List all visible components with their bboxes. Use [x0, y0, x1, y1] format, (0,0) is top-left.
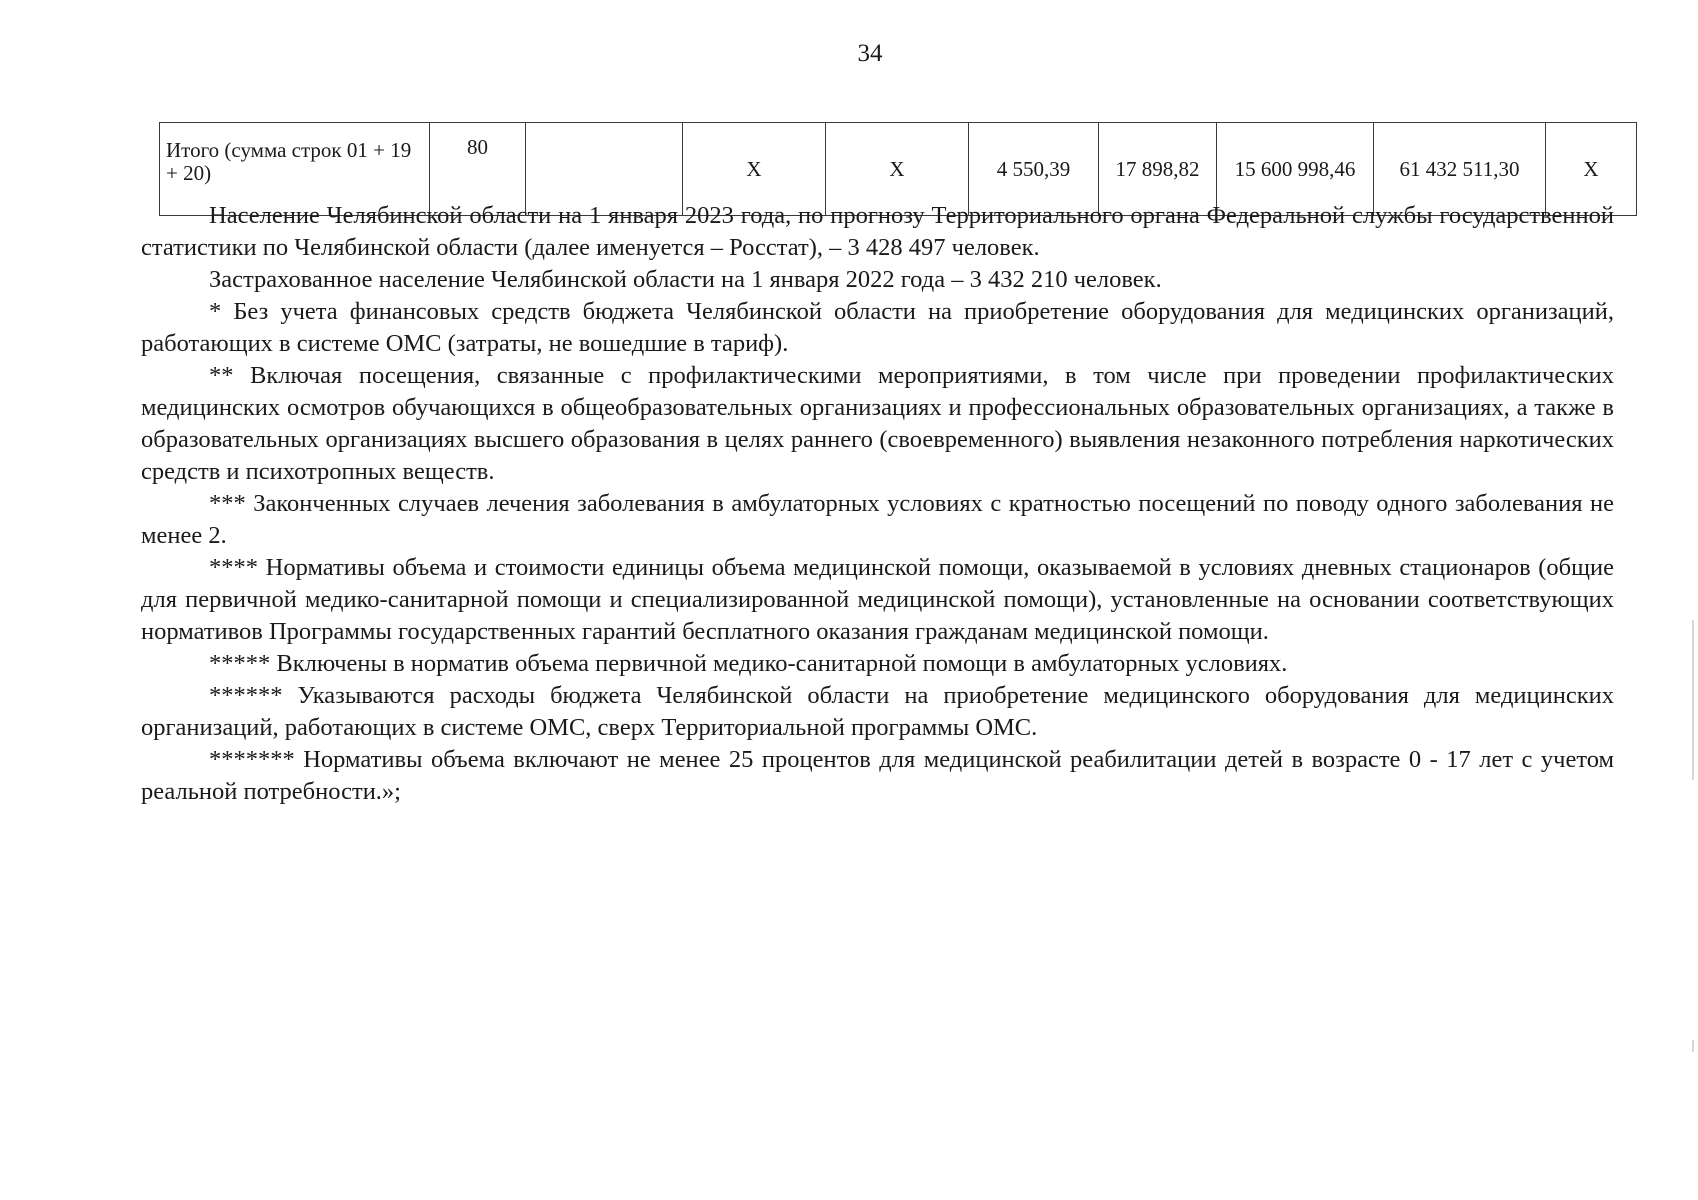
- row-code: 80: [430, 123, 526, 216]
- scan-edge-mark: [1692, 1040, 1694, 1052]
- population-paragraph: Население Челябинской области на 1 января 2023 года, по прогнозу Территориального органа Федеральной службы государственной статистики по Челябинской области (далее именуется – Росстат), – 3 428 497 человек.: [141, 202, 1614, 261]
- table-cell: 15 600 998,46: [1217, 123, 1374, 216]
- footnote-7: ******* Нормативы объема включают не менее 25 процентов для медицинской реабилитации детей в возрасте 0 - 17 лет с учетом реальной потребности.»;: [141, 746, 1614, 805]
- insured-paragraph: Застрахованное население Челябинской области на 1 января 2022 года – 3 432 210 человек.: [209, 266, 1162, 293]
- footnote-4: **** Нормативы объема и стоимости единицы объема медицинской помощи, оказываемой в условиях дневных стационаров (общие для первичной медико-санитарной помощи и специализированной медицинской помощи), установленные на основании соответствующих нормативов Программы государственных гарантий бесплатного оказания гражданам медицинской помощи.: [141, 554, 1614, 645]
- footnote-1: * Без учета финансовых средств бюджета Челябинской области на приобретение оборудования для медицинских организаций, работающих в системе ОМС (затраты, не вошедшие в тариф).: [141, 298, 1614, 357]
- footnote-6: ****** Указываются расходы бюджета Челябинской области на приобретение медицинского оборудования для медицинских организаций, работающих в системе ОМС, сверх Территориальной программы ОМС.: [141, 682, 1614, 741]
- footnote-2: ** Включая посещения, связанные с профилактическими мероприятиями, в том числе при проведении профилактических медицинских осмотров обучающихся в общеобразовательных организациях и профессиональных образовательных организациях, а также в образовательных организациях высшего образования в целях раннего (своевременного) выявления незаконного потребления наркотических средств и психотропных веществ.: [141, 362, 1614, 485]
- table-cell: 17 898,82: [1099, 123, 1217, 216]
- row-label: Итого (сумма строк 01 + 19 + 20): [160, 123, 430, 216]
- table-cell: Х: [683, 123, 826, 216]
- footnote-3: *** Законченных случаев лечения заболевания в амбулаторных условиях с кратностью посещений по поводу одного заболевания не менее 2.: [141, 490, 1614, 549]
- table-cell: Х: [826, 123, 969, 216]
- page-number: 34: [857, 40, 883, 67]
- scan-edge-mark: [1692, 620, 1694, 780]
- table-cell: 61 432 511,30: [1374, 123, 1546, 216]
- footnote-5: ***** Включены в норматив объема первичной медико-санитарной помощи в амбулаторных условиях.: [209, 650, 1288, 677]
- table-cell: Х: [1546, 123, 1637, 216]
- table-cell: 4 550,39: [969, 123, 1099, 216]
- footnotes-section: [141, 200, 1614, 808]
